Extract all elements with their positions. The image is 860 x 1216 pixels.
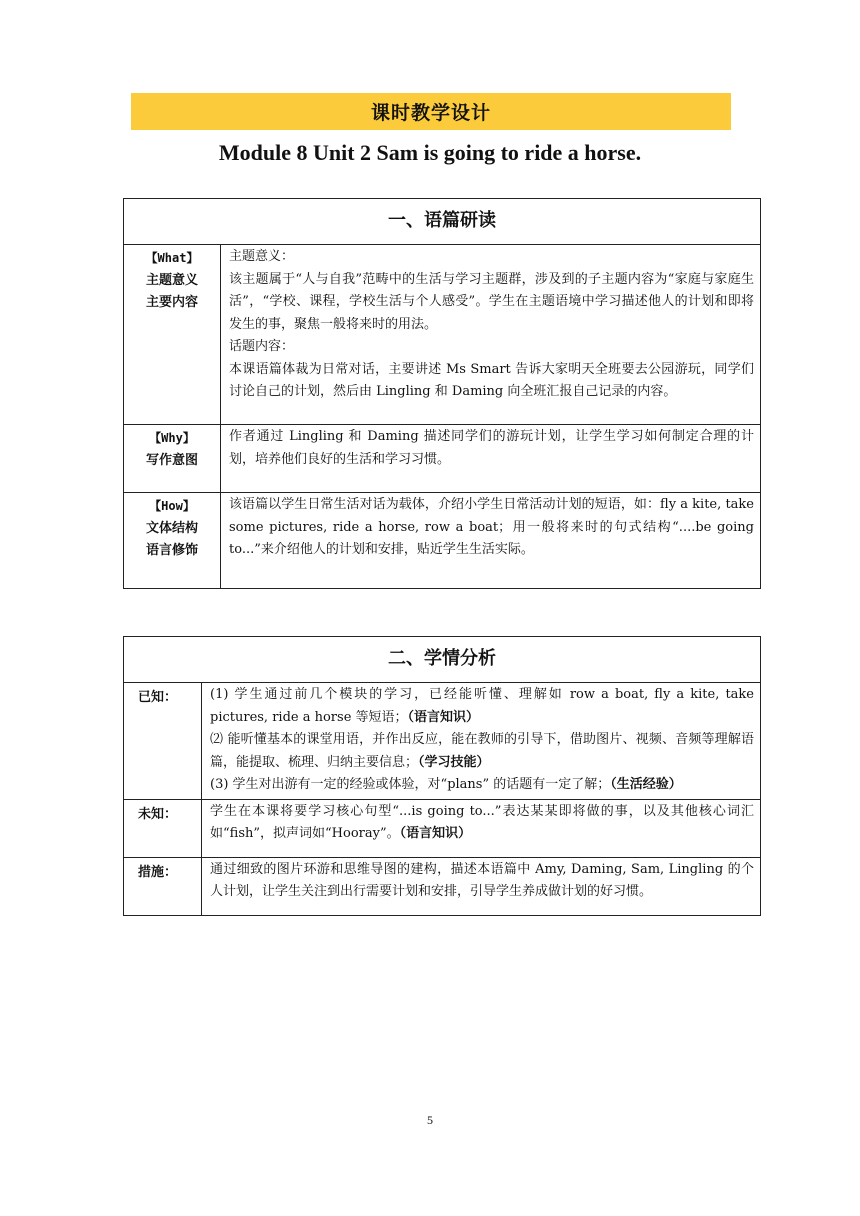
banner-text: 课时教学设计 (370, 102, 491, 124)
how-label-line-2: 语言修饰 (145, 543, 198, 558)
known-item-2: ⑵ 能听懂基本的课堂用语，并作出反应，能在教师的引导下，借助图片、视频、音频等理解语篇，能提取、梳理、归纳主要信息；（学习技能） (210, 732, 754, 770)
learner-analysis-table (123, 636, 761, 916)
why-label-line-1: 写作意图 (145, 452, 198, 468)
measures-content: 通过细致的图片环游和思维导图的建构，描述本语篇中 Amy, Daming, Sam, Lingling 的个人计划，让学生关注到出行需要计划和安排，引导学生养成做计划的好习惯。 (202, 857, 761, 915)
text-analysis-table (123, 198, 761, 589)
known-item-1: (1) 学生通过前几个模块的学习，已经能听懂、理解如 row a boat, fly a kite, take pictures, ride a horse 等短语；（语言知识） (210, 687, 754, 725)
why-tag: 【Why】 (149, 431, 195, 445)
unknown-content: 学生在本课将要学习核心句型“...is going to...”表达某某即将做的事，以及其他核心词汇如“fish”，拟声词如“Hooray”。（语言知识） (202, 799, 761, 857)
known-item-3: (3) 学生对出游有一定的经验或体验，对“plans” 的话题有一定了解；（生活经验） (210, 777, 682, 792)
paragraph: 话题内容： (229, 339, 295, 354)
what-label-line-2: 主要内容 (145, 295, 198, 310)
lesson-design-banner (131, 93, 731, 130)
page-number: 5 (427, 1113, 433, 1127)
what-tag: 【What】 (145, 251, 199, 265)
how-tag: 【How】 (149, 499, 195, 513)
what-label (124, 245, 221, 425)
why-label (124, 425, 221, 493)
paragraph: 该主题属于“人与自我”范畴中的生活与学习主题群，涉及到的子主题内容为“家庭与家庭生活”，“学校、课程，学校生活与个人感受”。学生在主题语境中学习描述他人的计划和即将发生的事，聚焦一般将来时的用法。 (229, 271, 754, 332)
paragraph: 作者通过 Lingling 和 Daming 描述同学们的游玩计划，让学生学习如何制定合理的计划，培养他们良好的生活和学习习惯。 (229, 429, 754, 467)
known-content (202, 683, 761, 800)
paragraph: 本课语篇体裁为日常对话，主要讲述 Ms Smart 告诉大家明天全班要去公园游玩，同学们讨论自己的计划，然后由 Lingling 和 Daming 向全班汇报自己记录的内容。 (229, 361, 754, 399)
paragraph: 该语篇以学生日常生活对话为载体，介绍小学生日常活动计划的短语，如：fly a kite, take some pictures, ride a horse, row a boat；用一般将来时的句式结构“....be going to...”来介绍他人的计划和安排，贴近学生生活实际。 (229, 497, 754, 557)
what-label-line-1: 主题意义 (145, 272, 198, 288)
measures-label: 措施： (124, 857, 202, 915)
section-heading-text-analysis: 一、语篇研读 (124, 199, 761, 245)
how-label (124, 493, 221, 589)
document-title: Module 8 Unit 2 Sam is going to ride a horse. (218, 140, 642, 165)
known-label: 已知： (124, 683, 202, 800)
section-heading-learner-analysis: 二、学情分析 (124, 637, 761, 683)
paragraph: 主题意义： (229, 249, 295, 264)
what-content (221, 245, 761, 425)
how-label-line-1: 文体结构 (145, 520, 198, 536)
unknown-label: 未知： (124, 799, 202, 857)
how-content (221, 493, 761, 589)
why-content (221, 425, 761, 493)
